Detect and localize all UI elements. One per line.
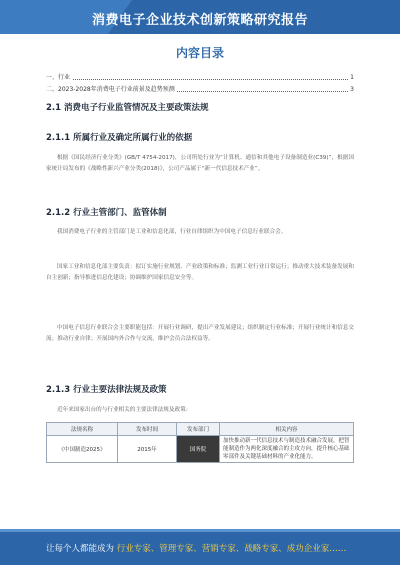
section-heading: 2.1 消费电子行业监管情况及主要政策法规 [46, 103, 209, 113]
page-footer [0, 529, 400, 565]
table-cell-name: 《中国制造2025》 [47, 436, 118, 463]
toc-entry-label: 一、行业 [46, 74, 71, 81]
toc-entry-page: 1 [350, 74, 354, 81]
section-heading: 2.1.1 所属行业及确定所属行业的依据 [46, 133, 193, 143]
table-header-cell: 相关内容 [220, 423, 354, 436]
footer-slogan-highlight: 行业专家、管理专家、营销专家、战略专家、成功企业家…… [116, 544, 347, 554]
table-cell-time: 2015年 [118, 436, 177, 463]
body-paragraph: 中国电子信息行业联合会主要职能包括：开展行业调研，提出产业发展建议；组织制定行业标准；开展行业统计和信息交流；推动行业自律；开展国内外合作与交流，维护会员合法权益等。 [46, 325, 354, 342]
table-header-cell: 发布时间 [118, 423, 177, 436]
table-caption: 近年来国家出台的与行业相关的主要法律法规及政策： [57, 407, 192, 413]
table-header-row [47, 423, 354, 436]
table-header-cell: 法规名称 [47, 423, 118, 436]
regulation-table [46, 422, 354, 463]
toc-leader-dots [46, 79, 348, 80]
section-heading: 2.1.3 行业主要法律法规及政策 [46, 385, 167, 395]
report-title: 消费电子企业技术创新策略研究报告 [91, 13, 308, 28]
toc-entry[interactable] [46, 73, 354, 82]
toc-entry-page: 3 [350, 86, 354, 93]
footer-slogan [46, 542, 346, 554]
body-paragraph: 根据《国民经济行业分类》(GB/T 4754-2017)，公司所处行业为“计算机、通信和其他电子设备制造业(C39)”，根据国家统计局发布的《战略性新兴产业分类(2018)》，公司产品属于“新一代信息技术产业”。 [46, 155, 354, 172]
footer-slogan-lead: 让每个人都能成为 [46, 544, 115, 554]
toc-entry-label: 二、2023-2028年消费电子行业前景及趋势预测 [46, 86, 175, 93]
body-paragraph: 国家工业和信息化部主要负责：拟订实施行业规划、产业政策和标准；监测工业行业日常运行；推动重大技术装备发展和自主创新；指导推进信息化建设；协调维护国家信息安全等。 [46, 264, 354, 281]
table-header-cell: 发布部门 [177, 423, 220, 436]
table-cell-content: 加快推动新一代信息技术与制造技术融合发展，把智能制造作为两化深度融合的主攻方向，提升核心基础零部件及关键基础材料的产业化能力。 [220, 436, 354, 463]
toc-entry[interactable] [46, 85, 354, 94]
section-heading: 2.1.2 行业主管部门、监管体制 [46, 208, 167, 218]
toc-title: 内容目录 [175, 46, 224, 60]
page-header [0, 0, 400, 34]
table-row [47, 436, 354, 463]
footer-accent-strip [0, 529, 400, 532]
body-paragraph: 我国消费电子行业的主管部门是工业和信息化部，行业自律组织为中国电子信息行业联合会。 [57, 229, 287, 235]
table-cell-dept: 国务院 [177, 436, 220, 463]
